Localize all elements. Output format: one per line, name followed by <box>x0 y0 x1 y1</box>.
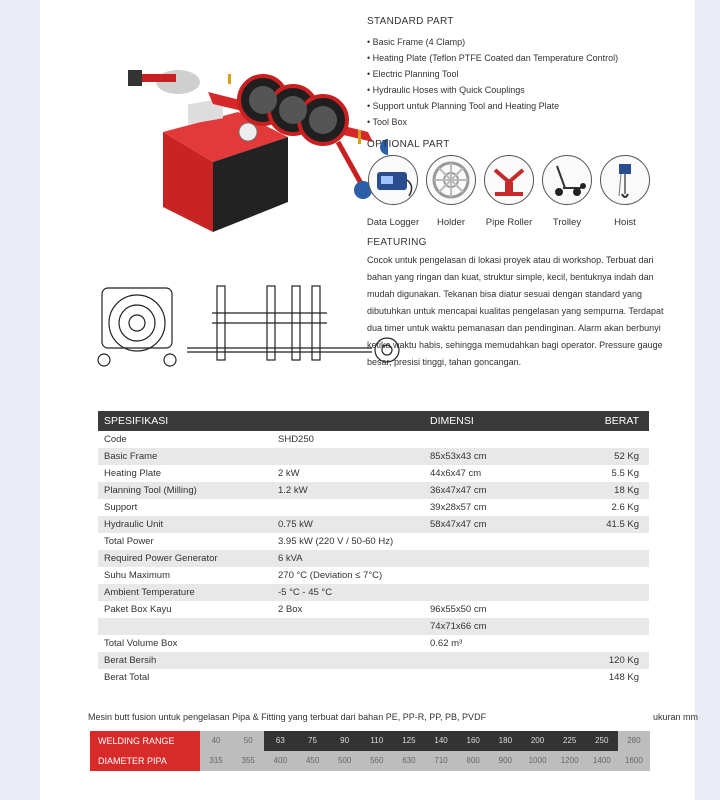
table-row <box>98 499 649 516</box>
optional-item-pipe-roller <box>481 155 537 228</box>
spec-value: SHD250 <box>278 434 314 445</box>
unit-note: ukuran mm <box>652 712 698 722</box>
optional-part-title: OPTIONAL PART <box>367 139 450 150</box>
spec-berat: 148 Kg <box>608 672 639 683</box>
footnote <box>88 712 698 722</box>
header-berat: BERAT <box>604 415 639 427</box>
diameter-pipa-cell: 710 <box>425 751 457 771</box>
welding-range-cell: 50 <box>232 731 264 751</box>
range-table <box>90 731 650 771</box>
standard-part-title: STANDARD PART <box>367 16 454 27</box>
list-item: • Electric Planning Tool <box>367 66 667 82</box>
spec-label: Paket Box Kayu <box>104 604 172 615</box>
diameter-pipa-cell: 560 <box>361 751 393 771</box>
list-item: • Hydraulic Hoses with Quick Couplings <box>367 82 667 98</box>
spec-value: -5 °C - 45 °C <box>278 587 333 598</box>
spec-berat: 18 Kg <box>614 485 639 496</box>
spec-label: Suhu Maximum <box>104 570 170 581</box>
holder-icon <box>426 155 476 205</box>
table-row <box>98 635 649 652</box>
table-row <box>98 516 649 533</box>
machine-photo <box>88 22 388 242</box>
spec-table-body <box>98 431 649 686</box>
spec-label: Heating Plate <box>104 468 162 479</box>
welding-range-cell: 160 <box>457 731 489 751</box>
spec-dimensi: 96x55x50 cm <box>430 604 487 615</box>
spec-table-header <box>98 411 649 431</box>
list-item: • Tool Box <box>367 114 667 130</box>
welding-range-cell: 250 <box>586 731 618 751</box>
table-row <box>98 584 649 601</box>
optional-label: Holder <box>437 217 465 228</box>
spec-value: 0.75 kW <box>278 519 313 530</box>
optional-label: Pipe Roller <box>485 217 533 228</box>
featuring-text: Cocok untuk pengelasan di lokasi proyek atau di workshop. Terbuat dari bahan yang ringan dan kuat, struktur simple, kecil, bentuknya indah dan mudah digunakan. Tekanan bisa diatur sesuai dengan standard yang dibutuhkan untuk mencapai kualitas pengelasan yang sempurna. Terdapat dua timer untuk waktu pemanasan dan pendinginan. Alarm akan berbunyi ketika waktu habis, sehingga memudahkan bagi operator. Pressure gauge besar, presisi tinggi, tahan goncangan. <box>367 255 664 367</box>
spec-label: Total Volume Box <box>104 638 178 649</box>
spec-value: 6 kVA <box>278 553 303 564</box>
spec-value: 270 °C (Deviation ≤ 7°C) <box>278 570 383 581</box>
welding-range-cell: 75 <box>296 731 328 751</box>
diameter-pipa-cell: 315 <box>200 751 232 771</box>
welding-range-cell: 110 <box>361 731 393 751</box>
optional-part-row <box>365 155 655 228</box>
table-row <box>98 618 649 635</box>
diameter-pipa-cell: 450 <box>296 751 328 771</box>
spec-value: 3.95 kW (220 V / 50-60 Hz) <box>278 536 394 547</box>
table-row <box>98 669 649 686</box>
spec-label: Support <box>104 502 138 513</box>
table-row <box>98 482 649 499</box>
spec-dimensi: 85x53x43 cm <box>430 451 487 462</box>
spec-label: Planning Tool (Milling) <box>104 485 197 496</box>
welding-range-cell: 63 <box>264 731 296 751</box>
spec-label: Berat Total <box>104 672 150 683</box>
welding-range-cell: 200 <box>521 731 553 751</box>
optional-item-trolley <box>539 155 595 228</box>
spec-value: 1.2 kW <box>278 485 308 496</box>
optional-label: Trolley <box>552 217 582 228</box>
spec-table <box>98 411 649 686</box>
featuring-title: FEATURING <box>367 237 427 248</box>
welding-range-cell: 180 <box>489 731 521 751</box>
spec-dimensi: 74x71x66 cm <box>430 621 487 632</box>
pipe-roller-icon <box>484 155 534 205</box>
spec-dimensi: 0.62 m³ <box>430 638 463 649</box>
table-row <box>98 448 649 465</box>
spec-berat: 2.6 Kg <box>611 502 639 513</box>
spec-berat: 120 Kg <box>608 655 639 666</box>
spec-label: Basic Frame <box>104 451 158 462</box>
spec-label: Code <box>104 434 127 445</box>
spec-value: 2 kW <box>278 468 300 479</box>
table-row <box>98 431 649 448</box>
list-item: • Support untuk Planning Tool and Heating Plate <box>367 98 667 114</box>
header-spesifikasi: SPESIFIKASI <box>104 415 169 427</box>
diameter-pipa-cell: 500 <box>329 751 361 771</box>
diameter-pipa-cell: 355 <box>232 751 264 771</box>
diameter-pipa-cell: 1600 <box>618 751 650 771</box>
spec-dimensi: 39x28x57 cm <box>430 502 487 513</box>
spec-berat: 52 Kg <box>614 451 639 462</box>
spec-label: Ambient Temperature <box>104 587 195 598</box>
optional-item-holder <box>423 155 479 228</box>
optional-label: Hoist <box>614 217 636 228</box>
table-row <box>98 550 649 567</box>
welding-range-label: WELDING RANGE <box>90 731 200 751</box>
diameter-pipa-cell: 1200 <box>554 751 586 771</box>
welding-range-cell: 125 <box>393 731 425 751</box>
welding-range-cell: 225 <box>554 731 586 751</box>
diameter-pipa-cell: 1400 <box>586 751 618 771</box>
header-dimensi: DIMENSI <box>430 415 474 427</box>
hoist-icon <box>600 155 650 205</box>
spec-label: Hydraulic Unit <box>104 519 164 530</box>
list-item: • Heating Plate (Teflon PTFE Coated dan Temperature Control) <box>367 50 667 66</box>
diameter-pipa-cell: 1000 <box>521 751 553 771</box>
spec-berat: 5.5 Kg <box>611 468 639 479</box>
list-item: • Basic Frame (4 Clamp) <box>367 34 667 50</box>
welding-range-cell: 280 <box>618 731 650 751</box>
table-row <box>98 533 649 550</box>
optional-label: Data Logger <box>366 217 420 228</box>
optional-item-hoist <box>597 155 653 228</box>
welding-range-cell: 140 <box>425 731 457 751</box>
standard-part-list <box>367 34 667 130</box>
optional-item-data-logger <box>365 155 421 228</box>
table-row <box>98 652 649 669</box>
spec-label: Required Power Generator <box>104 553 218 564</box>
spec-dimensi: 44x6x47 cm <box>430 468 482 479</box>
welding-range-row <box>200 731 650 751</box>
trolley-icon <box>542 155 592 205</box>
spec-dimensi: 58x47x47 cm <box>430 519 487 530</box>
data-logger-icon <box>368 155 418 205</box>
diameter-pipa-row <box>200 751 650 771</box>
welding-range-cell: 90 <box>329 731 361 751</box>
technical-drawing <box>92 268 402 378</box>
diameter-pipa-cell: 900 <box>489 751 521 771</box>
welding-range-cell: 40 <box>200 731 232 751</box>
table-row <box>98 465 649 482</box>
spec-berat: 41.5 Kg <box>606 519 639 530</box>
spec-dimensi: 36x47x47 cm <box>430 485 487 496</box>
table-row <box>98 601 649 618</box>
catalog-page <box>40 0 698 800</box>
diameter-pipa-cell: 800 <box>457 751 489 771</box>
spec-value: 2 Box <box>278 604 303 615</box>
diameter-pipa-cell: 630 <box>393 751 425 771</box>
table-row <box>98 567 649 584</box>
diameter-pipa-label: DIAMETER PIPA <box>90 751 200 771</box>
footnote-text: Mesin butt fusion untuk pengelasan Pipa & Fitting yang terbuat dari bahan PE, PP-R, PP, PB, PVDF <box>88 712 487 722</box>
spec-label: Berat Bersih <box>104 655 157 666</box>
spec-label: Total Power <box>104 536 154 547</box>
diameter-pipa-cell: 400 <box>264 751 296 771</box>
